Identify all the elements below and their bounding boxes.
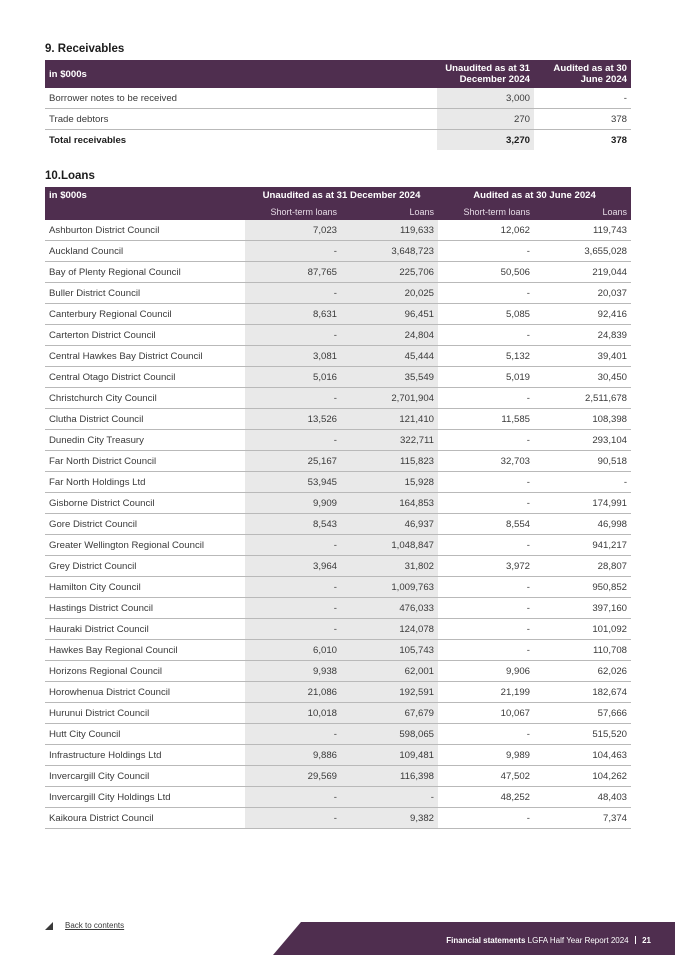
audited-short-term: 8,554 bbox=[438, 514, 534, 535]
audited-value: - bbox=[534, 88, 631, 109]
unaudited-loans: 1,009,763 bbox=[341, 577, 438, 598]
unaudited-loans: 96,451 bbox=[341, 304, 438, 325]
table-row bbox=[45, 451, 631, 472]
audited-short-term: 9,989 bbox=[438, 745, 534, 766]
unaudited-short-term: - bbox=[245, 787, 341, 808]
audited-short-term: 32,703 bbox=[438, 451, 534, 472]
council-name: Horizons Regional Council bbox=[45, 661, 245, 682]
audited-short-term: 5,019 bbox=[438, 367, 534, 388]
unaudited-short-term: - bbox=[245, 388, 341, 409]
unaudited-loans: 109,481 bbox=[341, 745, 438, 766]
unaudited-loans: 62,001 bbox=[341, 661, 438, 682]
unaudited-loans: 124,078 bbox=[341, 619, 438, 640]
table-row bbox=[45, 766, 631, 787]
unaudited-loans: 116,398 bbox=[341, 766, 438, 787]
audited-short-term: 50,506 bbox=[438, 262, 534, 283]
audited-loans: 104,463 bbox=[534, 745, 631, 766]
unaudited-short-term: - bbox=[245, 283, 341, 304]
audited-short-term: - bbox=[438, 325, 534, 346]
audited-short-term: - bbox=[438, 724, 534, 745]
table-row bbox=[45, 808, 631, 829]
audited-value: 378 bbox=[610, 134, 627, 146]
page-number: 21 bbox=[642, 936, 651, 945]
audited-loans: 174,991 bbox=[534, 493, 631, 514]
loans-subheader-row bbox=[45, 204, 631, 220]
council-name: Canterbury Regional Council bbox=[45, 304, 245, 325]
table-row bbox=[45, 304, 631, 325]
audited-loans: 219,044 bbox=[534, 262, 631, 283]
audited-loans: 108,398 bbox=[534, 409, 631, 430]
table-row bbox=[45, 577, 631, 598]
unaudited-loans: 46,937 bbox=[341, 514, 438, 535]
footer-section: Financial statements bbox=[446, 936, 526, 945]
short-term-header: Short-term loans bbox=[438, 204, 534, 220]
council-name: Gore District Council bbox=[45, 514, 245, 535]
council-name: Invercargill City Council bbox=[45, 766, 245, 787]
audited-loans: 110,708 bbox=[534, 640, 631, 661]
unaudited-short-term: - bbox=[245, 325, 341, 346]
unaudited-short-term: 10,018 bbox=[245, 703, 341, 724]
unaudited-short-term: - bbox=[245, 241, 341, 262]
unaudited-short-term: 5,016 bbox=[245, 367, 341, 388]
unaudited-short-term: - bbox=[245, 598, 341, 619]
audited-short-term: 5,132 bbox=[438, 346, 534, 367]
table-row bbox=[45, 220, 631, 241]
audited-loans: 62,026 bbox=[534, 661, 631, 682]
council-name: Dunedin City Treasury bbox=[45, 430, 245, 451]
unaudited-short-term: - bbox=[245, 724, 341, 745]
unaudited-loans: 119,633 bbox=[341, 220, 438, 241]
loans-table bbox=[45, 187, 631, 829]
council-name: Hurunui District Council bbox=[45, 703, 245, 724]
table-row bbox=[45, 109, 631, 130]
table-row bbox=[45, 556, 631, 577]
council-name: Invercargill City Holdings Ltd bbox=[45, 787, 245, 808]
audited-loans: 2,511,678 bbox=[534, 388, 631, 409]
audited-short-term: - bbox=[438, 640, 534, 661]
unaudited-short-term: 8,631 bbox=[245, 304, 341, 325]
table-row bbox=[45, 346, 631, 367]
audited-loans: 57,666 bbox=[534, 703, 631, 724]
receivables-table bbox=[45, 60, 631, 150]
audited-short-term: 21,199 bbox=[438, 682, 534, 703]
audited-loans: 950,852 bbox=[534, 577, 631, 598]
audited-loans: 7,374 bbox=[534, 808, 631, 829]
audited-short-term: 48,252 bbox=[438, 787, 534, 808]
audited-short-term: 5,085 bbox=[438, 304, 534, 325]
unaudited-short-term: 8,543 bbox=[245, 514, 341, 535]
unaudited-short-term: 9,886 bbox=[245, 745, 341, 766]
audited-short-term: 11,585 bbox=[438, 409, 534, 430]
audited-loans: 39,401 bbox=[534, 346, 631, 367]
council-name: Bay of Plenty Regional Council bbox=[45, 262, 245, 283]
audited-loans: 46,998 bbox=[534, 514, 631, 535]
loans-header: Loans bbox=[341, 204, 438, 220]
audited-short-term: - bbox=[438, 619, 534, 640]
unaudited-loans: 322,711 bbox=[341, 430, 438, 451]
audited-loans: 30,450 bbox=[534, 367, 631, 388]
back-to-contents-link[interactable] bbox=[45, 921, 124, 930]
unaudited-loans: 24,804 bbox=[341, 325, 438, 346]
audited-short-term: - bbox=[438, 598, 534, 619]
council-name: Hastings District Council bbox=[45, 598, 245, 619]
unaudited-loans: 121,410 bbox=[341, 409, 438, 430]
row-label: Total receivables bbox=[49, 134, 127, 146]
table-row bbox=[45, 514, 631, 535]
unaudited-loans: 476,033 bbox=[341, 598, 438, 619]
unaudited-short-term: - bbox=[245, 577, 341, 598]
unaudited-short-term: 9,909 bbox=[245, 493, 341, 514]
audited-loans: 397,160 bbox=[534, 598, 631, 619]
footer-report: LGFA Half Year Report 2024 bbox=[527, 936, 629, 945]
audited-loans: 24,839 bbox=[534, 325, 631, 346]
table-row bbox=[45, 787, 631, 808]
receivables-header-label: in $000s bbox=[45, 60, 437, 88]
loans-header-unaudited: Unaudited as at 31 December 2024 bbox=[245, 187, 438, 204]
receivables-header-unaudited: Unaudited as at 31 December 2024 bbox=[437, 60, 534, 88]
unaudited-short-term: 21,086 bbox=[245, 682, 341, 703]
audited-short-term: 12,062 bbox=[438, 220, 534, 241]
unaudited-short-term: 3,081 bbox=[245, 346, 341, 367]
table-row bbox=[45, 703, 631, 724]
receivables-header-audited: Audited as at 30 June 2024 bbox=[534, 60, 631, 88]
footer-divider bbox=[635, 936, 636, 944]
unaudited-value: 270 bbox=[437, 109, 534, 130]
audited-loans: 90,518 bbox=[534, 451, 631, 472]
council-name: Carterton District Council bbox=[45, 325, 245, 346]
unaudited-short-term: 7,023 bbox=[245, 220, 341, 241]
loans-header: Loans bbox=[534, 204, 631, 220]
unaudited-short-term: - bbox=[245, 808, 341, 829]
council-name: Grey District Council bbox=[45, 556, 245, 577]
audited-loans: 515,520 bbox=[534, 724, 631, 745]
council-name: Auckland Council bbox=[45, 241, 245, 262]
audited-short-term: 47,502 bbox=[438, 766, 534, 787]
council-name: Kaikoura District Council bbox=[45, 808, 245, 829]
unaudited-value: 3,270 bbox=[437, 130, 534, 151]
unaudited-short-term: - bbox=[245, 430, 341, 451]
unaudited-short-term: - bbox=[245, 535, 341, 556]
audited-short-term: - bbox=[438, 493, 534, 514]
unaudited-loans: 31,802 bbox=[341, 556, 438, 577]
audited-loans: 101,092 bbox=[534, 619, 631, 640]
audited-short-term: - bbox=[438, 241, 534, 262]
unaudited-loans: 2,701,904 bbox=[341, 388, 438, 409]
table-row bbox=[45, 241, 631, 262]
table-row bbox=[45, 262, 631, 283]
audited-loans: - bbox=[534, 472, 631, 493]
unaudited-loans: 67,679 bbox=[341, 703, 438, 724]
audited-short-term: 3,972 bbox=[438, 556, 534, 577]
unaudited-loans: 225,706 bbox=[341, 262, 438, 283]
audited-loans: 92,416 bbox=[534, 304, 631, 325]
unaudited-short-term: - bbox=[245, 619, 341, 640]
audited-short-term: - bbox=[438, 808, 534, 829]
audited-short-term: - bbox=[438, 430, 534, 451]
footer-text bbox=[446, 936, 651, 945]
receivables-header-row bbox=[45, 60, 631, 88]
audited-loans: 3,655,028 bbox=[534, 241, 631, 262]
table-row bbox=[45, 430, 631, 451]
unaudited-loans: 15,928 bbox=[341, 472, 438, 493]
audited-short-term: - bbox=[438, 472, 534, 493]
loans-header-label: in $000s bbox=[45, 187, 245, 204]
table-row bbox=[45, 493, 631, 514]
short-term-header: Short-term loans bbox=[245, 204, 341, 220]
unaudited-short-term: 6,010 bbox=[245, 640, 341, 661]
council-name: Hamilton City Council bbox=[45, 577, 245, 598]
unaudited-loans: 1,048,847 bbox=[341, 535, 438, 556]
unaudited-short-term: 9,938 bbox=[245, 661, 341, 682]
table-row bbox=[45, 535, 631, 556]
unaudited-loans: 9,382 bbox=[341, 808, 438, 829]
back-to-contents-label[interactable]: Back to contents bbox=[65, 921, 125, 930]
table-row bbox=[45, 598, 631, 619]
council-name: Ashburton District Council bbox=[45, 220, 245, 241]
loans-subheader-blank bbox=[45, 204, 245, 220]
table-row bbox=[45, 388, 631, 409]
unaudited-loans: 164,853 bbox=[341, 493, 438, 514]
table-row bbox=[45, 367, 631, 388]
unaudited-short-term: 29,569 bbox=[245, 766, 341, 787]
unaudited-loans: 105,743 bbox=[341, 640, 438, 661]
council-name: Clutha District Council bbox=[45, 409, 245, 430]
audited-loans: 104,262 bbox=[534, 766, 631, 787]
table-row bbox=[45, 745, 631, 766]
audited-loans: 182,674 bbox=[534, 682, 631, 703]
audited-short-term: 10,067 bbox=[438, 703, 534, 724]
unaudited-short-term: 53,945 bbox=[245, 472, 341, 493]
council-name: Gisborne District Council bbox=[45, 493, 245, 514]
total-row bbox=[45, 130, 631, 151]
table-row bbox=[45, 472, 631, 493]
audited-loans: 119,743 bbox=[534, 220, 631, 241]
audited-short-term: - bbox=[438, 388, 534, 409]
table-row bbox=[45, 619, 631, 640]
unaudited-loans: 598,065 bbox=[341, 724, 438, 745]
council-name: Horowhenua District Council bbox=[45, 682, 245, 703]
council-name: Hutt City Council bbox=[45, 724, 245, 745]
council-name: Hawkes Bay Regional Council bbox=[45, 640, 245, 661]
loans-header-audited: Audited as at 30 June 2024 bbox=[438, 187, 631, 204]
table-row bbox=[45, 724, 631, 745]
table-row bbox=[45, 283, 631, 304]
audited-short-term: 9,906 bbox=[438, 661, 534, 682]
unaudited-loans: 20,025 bbox=[341, 283, 438, 304]
audited-value: 378 bbox=[534, 109, 631, 130]
unaudited-short-term: 13,526 bbox=[245, 409, 341, 430]
table-row bbox=[45, 88, 631, 109]
audited-short-term: - bbox=[438, 535, 534, 556]
table-row bbox=[45, 409, 631, 430]
unaudited-short-term: 3,964 bbox=[245, 556, 341, 577]
audited-loans: 48,403 bbox=[534, 787, 631, 808]
council-name: Far North District Council bbox=[45, 451, 245, 472]
unaudited-loans: 115,823 bbox=[341, 451, 438, 472]
receivables-title: 9. Receivables bbox=[45, 43, 125, 55]
unaudited-loans: - bbox=[341, 787, 438, 808]
table-row bbox=[45, 682, 631, 703]
council-name: Central Hawkes Bay District Council bbox=[45, 346, 245, 367]
table-row bbox=[45, 661, 631, 682]
row-label: Trade debtors bbox=[45, 109, 437, 130]
unaudited-short-term: 87,765 bbox=[245, 262, 341, 283]
loans-title: 10.Loans bbox=[45, 170, 95, 182]
council-name: Greater Wellington Regional Council bbox=[45, 535, 245, 556]
council-name: Central Otago District Council bbox=[45, 367, 245, 388]
unaudited-short-term: 25,167 bbox=[245, 451, 341, 472]
council-name: Infrastructure Holdings Ltd bbox=[45, 745, 245, 766]
unaudited-loans: 3,648,723 bbox=[341, 241, 438, 262]
council-name: Buller District Council bbox=[45, 283, 245, 304]
audited-short-term: - bbox=[438, 283, 534, 304]
council-name: Hauraki District Council bbox=[45, 619, 245, 640]
back-arrow-icon bbox=[45, 922, 53, 930]
unaudited-loans: 45,444 bbox=[341, 346, 438, 367]
audited-short-term: - bbox=[438, 577, 534, 598]
table-row bbox=[45, 325, 631, 346]
loans-header-row bbox=[45, 187, 631, 204]
audited-loans: 293,104 bbox=[534, 430, 631, 451]
unaudited-value: 3,000 bbox=[437, 88, 534, 109]
row-label: Borrower notes to be received bbox=[45, 88, 437, 109]
table-row bbox=[45, 640, 631, 661]
council-name: Christchurch City Council bbox=[45, 388, 245, 409]
audited-loans: 20,037 bbox=[534, 283, 631, 304]
council-name: Far North Holdings Ltd bbox=[45, 472, 245, 493]
audited-loans: 941,217 bbox=[534, 535, 631, 556]
unaudited-loans: 35,549 bbox=[341, 367, 438, 388]
unaudited-loans: 192,591 bbox=[341, 682, 438, 703]
audited-loans: 28,807 bbox=[534, 556, 631, 577]
